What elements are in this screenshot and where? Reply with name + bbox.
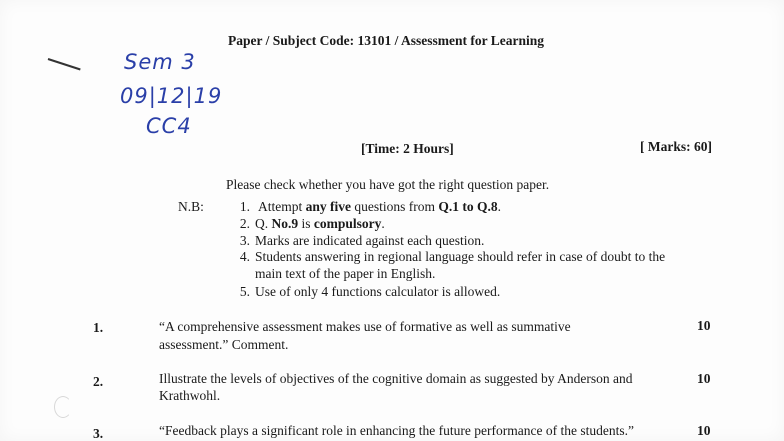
instruction-text: questions from [351,199,439,214]
instruction-text: is [298,216,314,231]
check-paper-note: Please check whether you have got the right question paper. [226,177,550,192]
instruction-item [258,199,501,215]
instruction-bold: Q.1 to Q.8 [438,199,498,214]
handwritten-semester: Sem 3 [124,50,196,74]
instruction-item: Use of only 4 functions calculator is allowed. [255,284,501,299]
instruction-number: 3. [239,233,250,248]
handwritten-date: 09|12|19 [120,84,223,108]
question-text: “Feedback plays a significant role in enhancing the future performance of the students.” [159,423,634,438]
question-marks: 10 [697,371,711,386]
question-number: 3. [93,426,104,441]
question-text: Illustrate the levels of objectives of the cognitive domain as suggested by Anderson and [159,371,633,386]
instruction-text: . [497,199,501,214]
punch-hole-mark [54,396,72,418]
instruction-number: 2. [239,216,250,231]
instruction-number: 4. [239,249,250,264]
question-marks: 10 [697,318,711,333]
instruction-text: Q. [255,216,272,231]
instruction-text: . [381,216,385,231]
handwritten-course: CC4 [146,114,192,138]
instruction-bold: any five [305,199,351,214]
question-marks: 10 [697,423,711,438]
instruction-item-continued: main text of the paper in English. [255,266,436,281]
nb-label: N.B: [178,199,204,214]
instruction-number: 1. [239,199,250,214]
question-text: “A comprehensive assessment makes use of formative as well as summative [159,319,571,334]
question-number: 1. [93,320,104,335]
instruction-item: Marks are indicated against each question. [255,233,485,248]
instruction-item [255,216,385,232]
paper-title: Paper / Subject Code: 13101 / Assessment for Learning [228,33,544,48]
question-text-continued: Krathwohl. [159,388,221,403]
instruction-bold: compulsory [313,216,382,231]
exam-duration: [Time: 2 Hours] [361,141,454,156]
question-number: 2. [93,374,104,389]
instruction-number: 5. [239,284,250,299]
instruction-item: Students answering in regional language should refer in case of doubt to the [255,249,666,264]
question-text-continued: assessment.” Comment. [159,337,289,352]
instruction-text: Attempt [258,199,306,214]
instruction-bold: No.9 [271,216,299,231]
pen-stroke-mark [48,58,81,70]
total-marks: [ Marks: 60] [640,139,712,154]
